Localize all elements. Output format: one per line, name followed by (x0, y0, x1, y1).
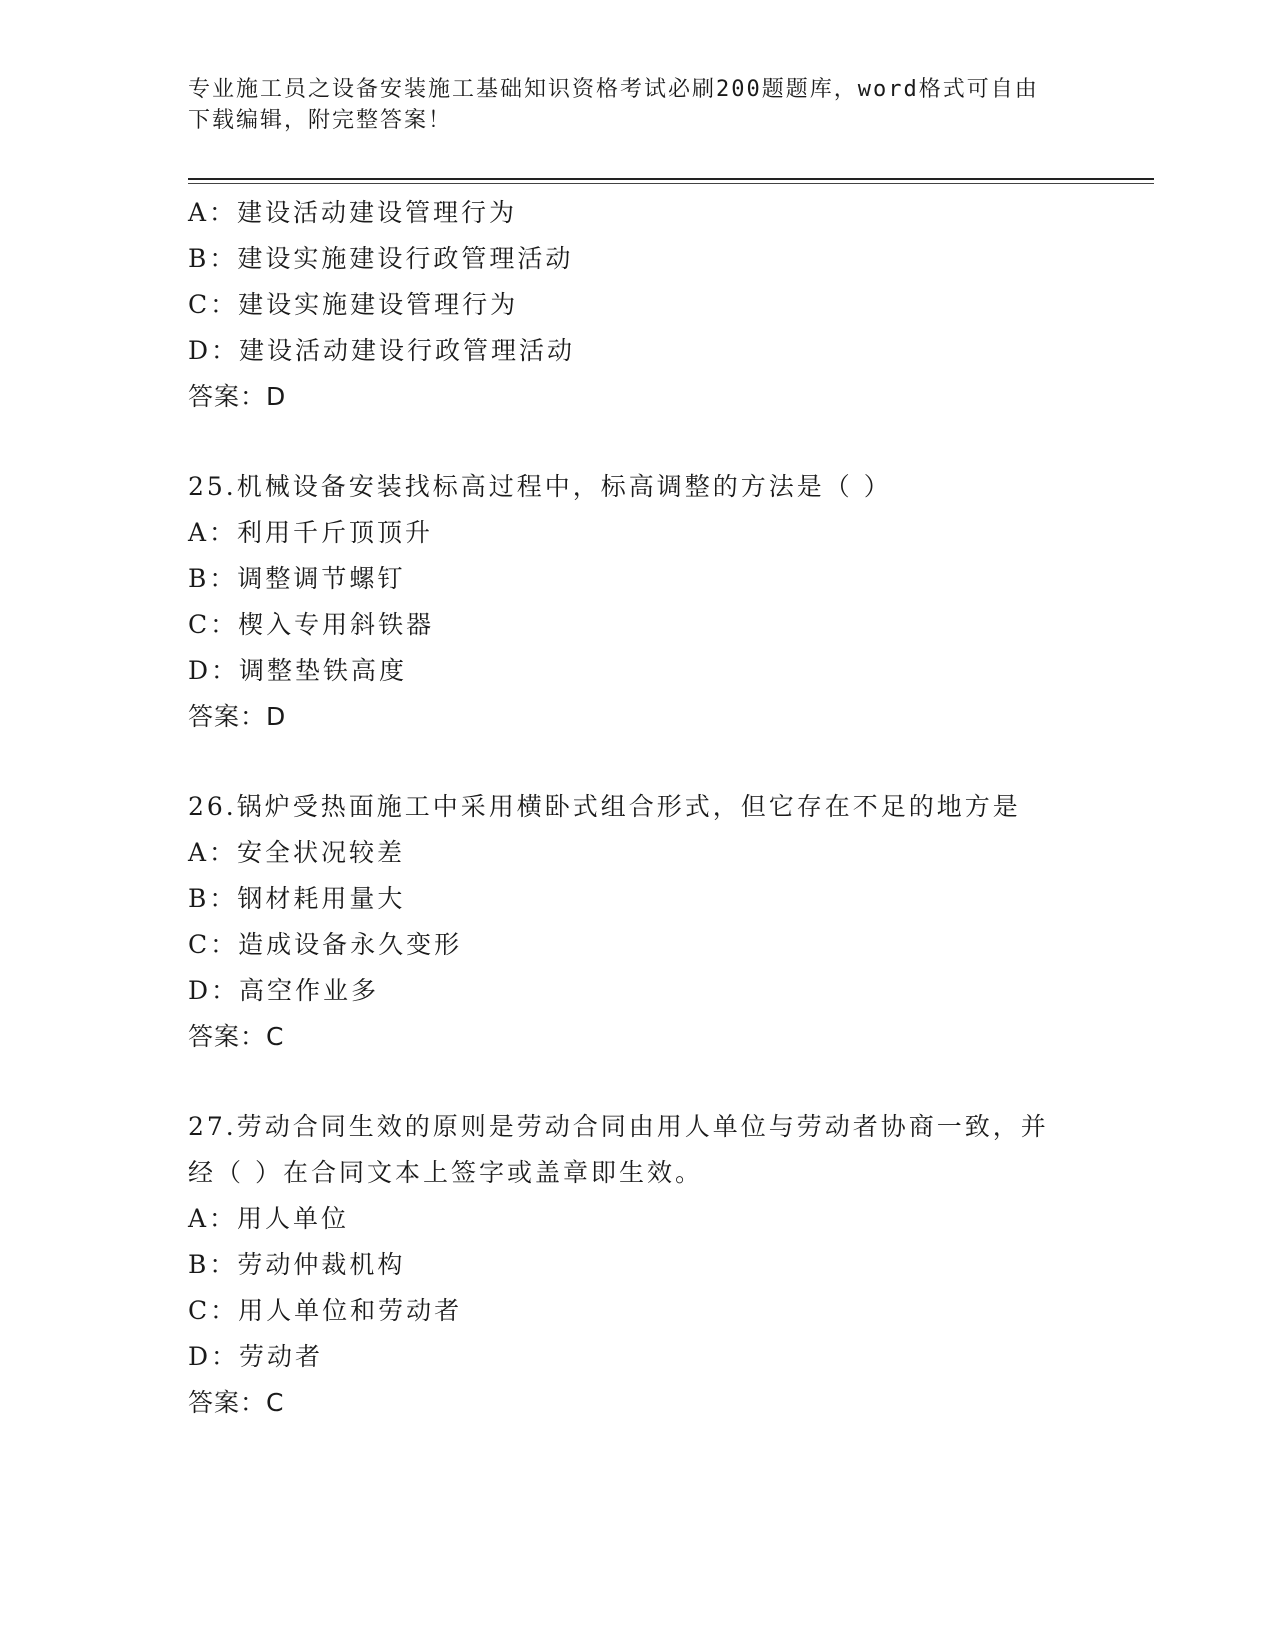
question-stem: 25.机械设备安装找标高过程中，标高调整的方法是（ ） (188, 472, 892, 501)
question-stem: 26.锅炉受热面施工中采用横卧式组合形式，但它存在不足的地方是 (188, 792, 1021, 821)
option-b: B：建设实施建设行政管理活动 (188, 244, 574, 273)
question-block-25 (188, 464, 1088, 740)
option-a: A：利用千斤顶顶升 (188, 518, 434, 547)
header-line-2: 下载编辑，附完整答案！ (188, 108, 453, 133)
question-list (188, 190, 1088, 1426)
header-line-1: 专业施工员之设备安装施工基础知识资格考试必刷200题题库，word格式可自由 (188, 77, 1039, 102)
spacer (188, 1060, 1088, 1104)
spacer (188, 740, 1088, 784)
option-c: C：造成设备永久变形 (188, 930, 463, 959)
option-d: D：劳动者 (188, 1342, 324, 1371)
answer-line: 答案：C (188, 1388, 285, 1417)
option-c: C：建设实施建设管理行为 (188, 290, 519, 319)
option-b: B：钢材耗用量大 (188, 884, 406, 913)
spacer (188, 420, 1088, 464)
question-block-partial (188, 190, 1088, 420)
option-b: B：调整调节螺钉 (188, 564, 406, 593)
option-d: D：调整垫铁高度 (188, 656, 408, 685)
option-a: A：建设活动建设管理行为 (188, 198, 518, 227)
question-stem-line-1: 27.劳动合同生效的原则是劳动合同由用人单位与劳动者协商一致，并 (188, 1112, 1049, 1141)
answer-line: 答案：D (188, 382, 287, 411)
header-divider-thin (188, 183, 1154, 184)
option-a: A：用人单位 (188, 1204, 350, 1233)
option-d: D：建设活动建设行政管理活动 (188, 336, 576, 365)
question-block-27 (188, 1104, 1088, 1426)
question-block-26 (188, 784, 1088, 1060)
option-c: C：用人单位和劳动者 (188, 1296, 463, 1325)
question-stem-line-2: 经（ ）在合同文本上签字或盖章即生效。 (188, 1158, 703, 1187)
answer-line: 答案：C (188, 1022, 285, 1051)
answer-line: 答案：D (188, 702, 287, 731)
option-c: C：楔入专用斜铁器 (188, 610, 435, 639)
option-d: D：高空作业多 (188, 976, 380, 1005)
option-b: B：劳动仲裁机构 (188, 1250, 406, 1279)
option-a: A：安全状况较差 (188, 838, 406, 867)
document-header (188, 74, 1088, 136)
header-divider-thick (188, 178, 1154, 180)
